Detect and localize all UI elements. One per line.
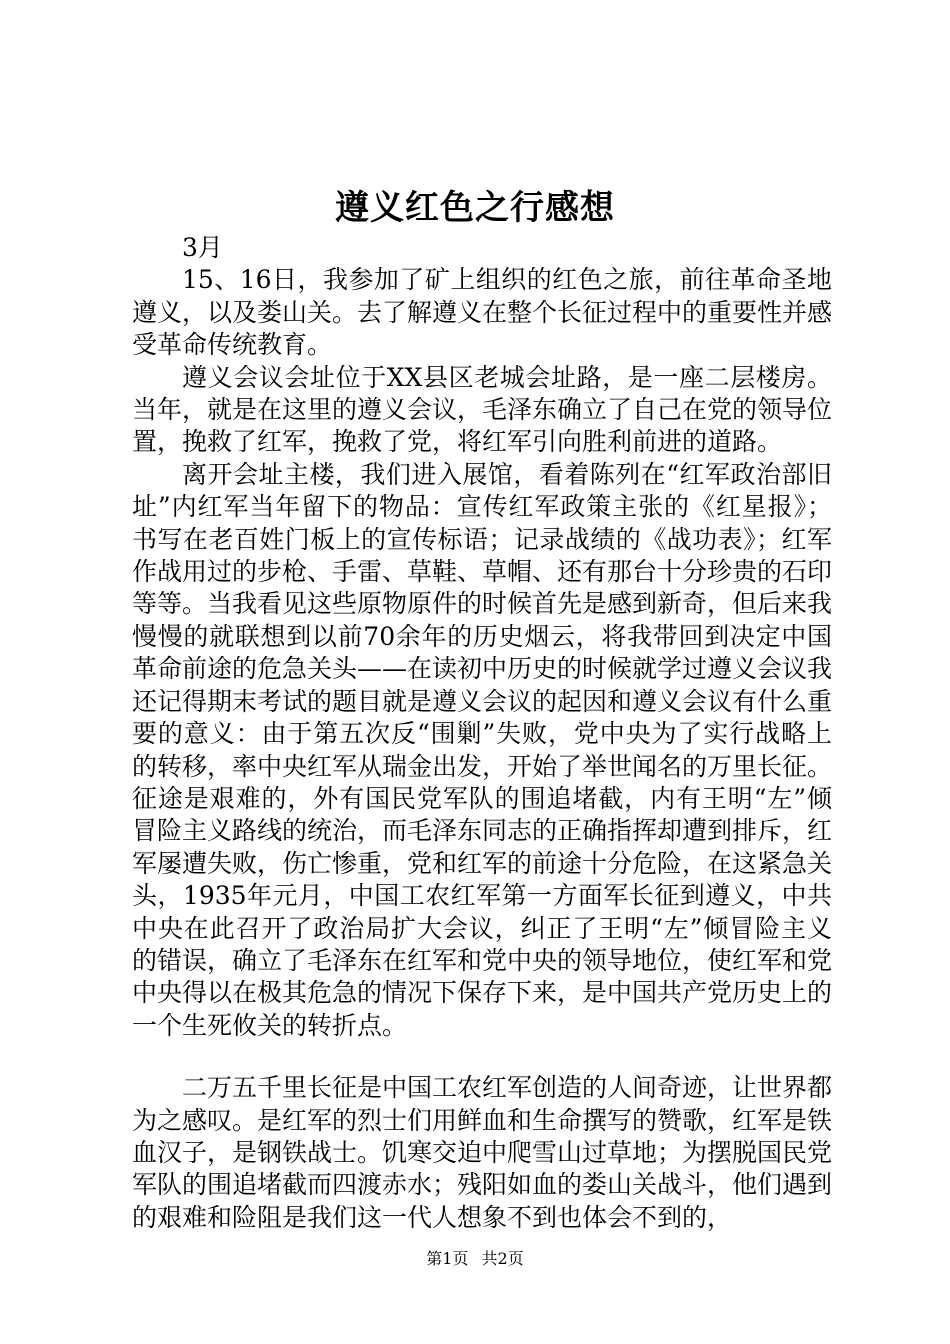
- paragraph-long-march: 二万五千里长征是中国工农红军创造的人间奇迹，让世界都为之感叹。是红军的烈士们用鲜血和生命撰写的赞歌，红军是铁血汉子，是钢铁战士。饥寒交迫中爬雪山过草地；为摆脱国民党军队的围追堵截而四渡赤水；残阳如血的娄山关战斗，他们遇到的艰难和险阻是我们这一代人想象不到也体会不到的，: [132, 1073, 833, 1232]
- document-body: [132, 232, 832, 1234]
- page-total: 共2页: [481, 1249, 524, 1268]
- paragraph-site: 遵义会议会址位于XX县区老城会址路，是一座二层楼房。当年，就是在这里的遵义会议，毛泽东确立了自己在党的领导位置，挽救了红军，挽救了党，将红军引向胜利前进的道路。: [132, 362, 833, 457]
- paragraph-date: 3月: [182, 233, 223, 262]
- page-footer: [0, 1248, 950, 1270]
- document-title: 遵义红色之行感想: [335, 188, 615, 228]
- page-number: 第1页: [426, 1249, 469, 1268]
- paragraph-intro: 15、16日，我参加了矿上组织的红色之旅，前往革命圣地遵义，以及娄山关。去了解遵义在整个长征过程中的重要性并感受革命传统教育。: [132, 265, 833, 360]
- paragraph-exhibit: 离开会址主楼，我们进入展馆，看着陈列在“红军政治部旧址”内红军当年留下的物品：宣传红军政策主张的《红星报》；书写在老百姓门板上的宣传标语；记录战绩的《战功表》；红军作战用过的步枪、手雷、草鞋、草帽、还有那台十分珍贵的石印等等。当我看见这些原物原件的时候首先是感到新奇，但后来我慢慢的就联想到以前70余年的历史烟云，将我带回到决定中国革命前途的危急关头——在读初中历史的时候就学过遵义会议我还记得期末考试的题目就是遵义会议的起因和遵义会议有什么重要的意义：由于第五次反“围剿”失败，党中央为了实行战略上的转移，率中央红军从瑞金出发，开始了举世闻名的万里长征。征途是艰难的，外有国民党军队的围追堵截，内有王明“左”倾冒险主义路线的统治，而毛泽东同志的正确指挥却遭到排斥，红军屡遭失败，伤亡惨重，党和红军的前途十分危险，在这紧急关头，1935年元月，中国工农红军第一方面军长征到遵义，中共中央在此召开了政治局扩大会议，纠正了王明“左”倾冒险主义的错误，确立了毛泽东在红军和党中央的领导地位，使红军和党中央得以在极其危急的情况下保存下来，是中国共产党历史上的一个生死攸关的转折点。: [132, 459, 833, 1040]
